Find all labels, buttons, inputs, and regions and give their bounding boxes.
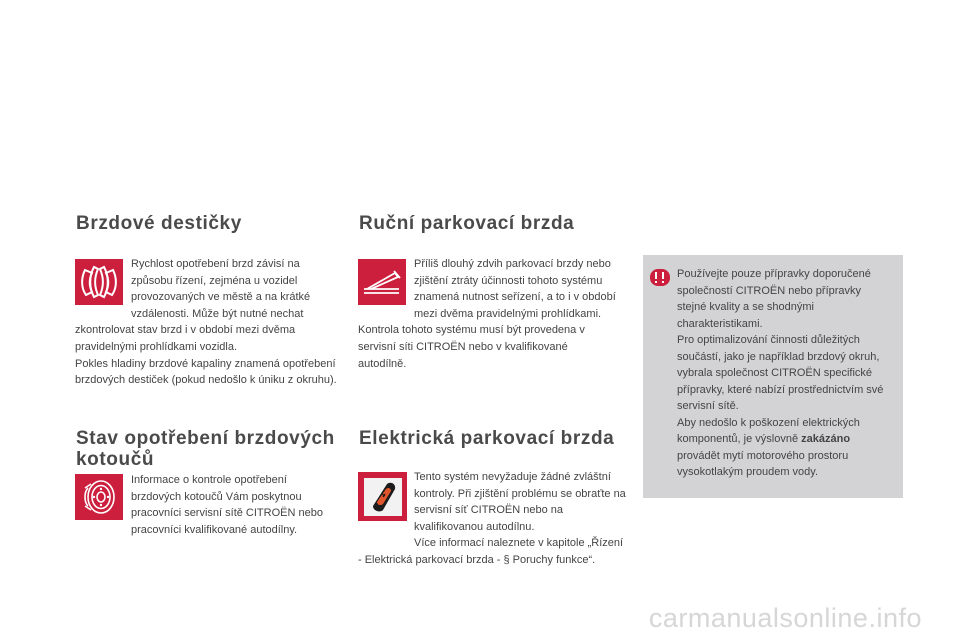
- warning-icon: [650, 269, 670, 286]
- note-paragraph-3: [677, 415, 893, 481]
- note-text-3b: provádět mytí motorového prostoru vysokotlakým proudem vody.: [677, 449, 849, 478]
- note-text-3a: Aby nedošlo k poškození elektrických komponentů, je výslovně: [677, 416, 860, 445]
- electric-parking-brake-text: [358, 469, 628, 569]
- brake-pads-text: [75, 256, 337, 389]
- watermark: carmanualsonline.info: [648, 603, 922, 633]
- parking-brake-text: [358, 256, 616, 372]
- brake-discs-text: [131, 472, 331, 538]
- brake-disc-icon: [75, 474, 123, 520]
- parking-brake-paragraph-1: Příliš dlouhý zdvih parkovací brzdy nebo zjištění ztráty účinnosti tohoto systému znamená nutnost seřízení, a to i v období mezi dvěma pravidelnými prohlídkami.: [414, 258, 616, 320]
- section-title-electric-parking-brake: Elektrická parkovací brzda: [359, 428, 615, 449]
- note-box: [643, 255, 903, 498]
- section-title-brake-discs: Stav opotřebení brzdových kotoučů: [76, 428, 335, 470]
- section-title-parking-brake: Ruční parkovací brzda: [359, 213, 575, 234]
- note-bold-word: zakázáno: [801, 433, 851, 445]
- note-paragraph-2: Pro optimalizování činnosti důležitých součástí, jako je například brzdový okruh, vybrala společnost CITROËN specifické přípravky, které nabízí prostřednictvím své servisní sítě.: [677, 334, 884, 412]
- electric-parking-brake-paragraph-2: Více informací naleznete v kapitole „Řízení - Elektrická parkovací brzda - § Poruchy funkce“.: [358, 537, 624, 566]
- brake-pads-paragraph-1: Rychlost opotřebení brzd závisí na způsobu řízení, zejména u vozidel provozovaných ve městě a na krátké vzdálenosti. Může být nutné nechat zkontrolovat stav brzd i v období mezi dvěma pravidelnými prohlídkami vozidla.: [75, 258, 311, 353]
- section-title-brake-pads: Brzdové destičky: [76, 213, 242, 234]
- electric-parking-brake-paragraph-1: Tento systém nevyžaduje žádné zvláštní kontroly. Při zjištění problému se obraťte na servisní síť CITROËN nebo na kvalifikovanou autodílnu.: [414, 471, 626, 533]
- brake-discs-paragraph-1: Informace o kontrole opotřebení brzdových kotoučů Vám poskytnou pracovníci servisní sítě CITROËN nebo pracovníci kvalifikované autodílny.: [131, 474, 323, 536]
- parking-brake-paragraph-2: Kontrola tohoto systému musí být provedena v servisní síti CITROËN nebo v kvalifikované autodílně.: [358, 324, 585, 370]
- brake-pads-paragraph-2: Pokles hladiny brzdové kapaliny znamená opotřebení brzdových destiček (pokud nedošlo k úniku z okruhu).: [75, 357, 337, 387]
- note-paragraph-1: Používejte pouze přípravky doporučené společností CITROËN nebo přípravky stejné kvality a se shodnými charakteristikami.: [677, 268, 871, 330]
